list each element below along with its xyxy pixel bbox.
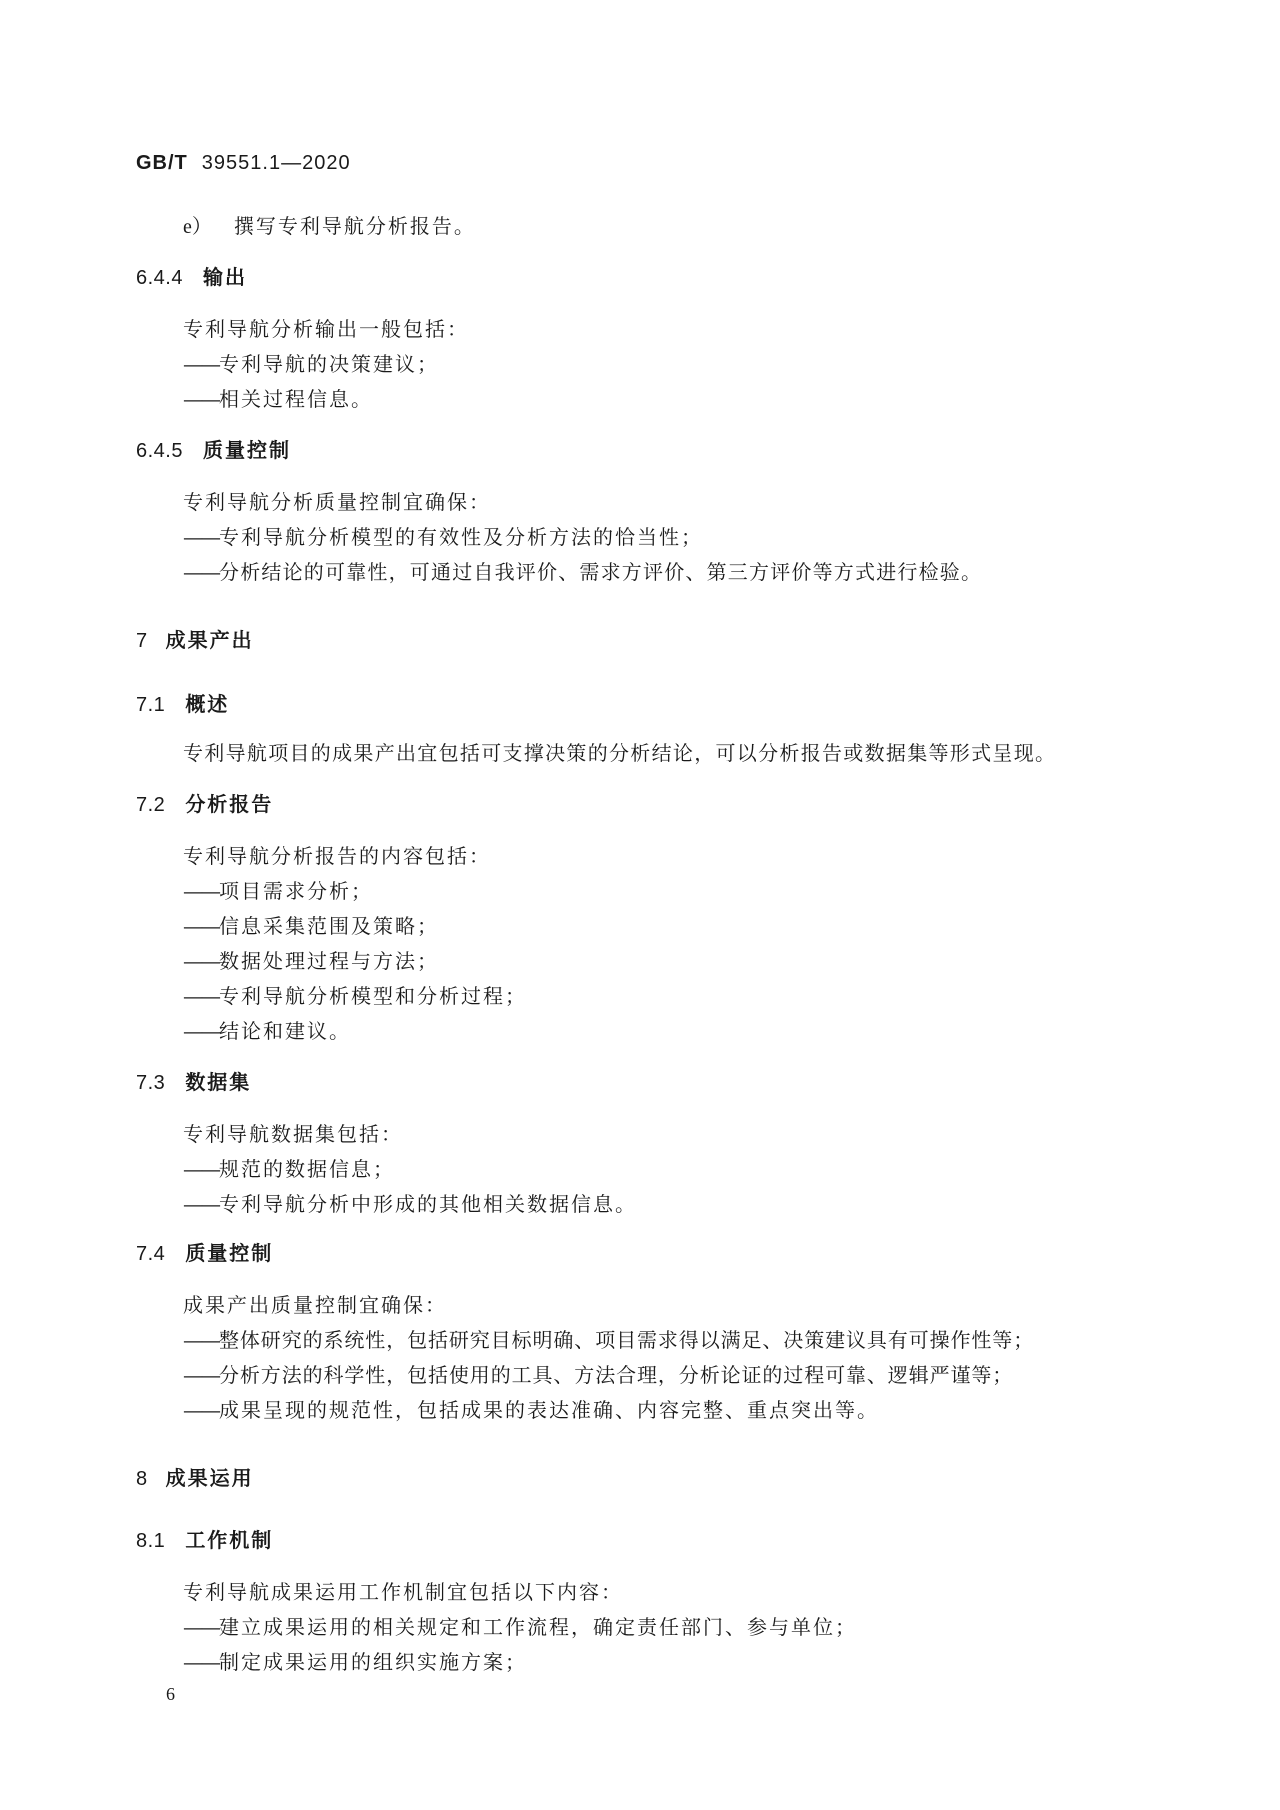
paragraph: 专利导航成果运用工作机制宜包括以下内容： [183,1580,623,1604]
section-title: 质量控制 [202,438,291,462]
section-title: 输出 [202,265,247,289]
list-item [183,1398,879,1422]
paragraph: 成果产出质量控制宜确保： [183,1293,447,1317]
section-title: 数据集 [185,1070,252,1094]
item-label: e） [183,216,212,238]
list-item [183,949,439,973]
list-item-text: 专利导航分析中形成的其他相关数据信息。 [219,1192,637,1216]
list-item [183,387,373,411]
list-item-text: 专利导航分析模型和分析过程； [219,984,527,1008]
list-item-text: 结论和建议。 [219,1019,351,1043]
dash-marker: —— [183,560,219,584]
standard-prefix: GB/T [136,152,188,174]
dash-marker: —— [183,1019,219,1043]
list-item-text: 相关过程信息。 [219,387,373,411]
list-item [183,352,439,376]
chapter-heading-8 [136,1466,254,1491]
section-title: 质量控制 [185,1241,274,1265]
dash-marker: —— [183,1398,219,1422]
list-item-text: 专利导航分析模型的有效性及分析方法的恰当性； [219,525,703,549]
section-heading-7-4 [136,1241,273,1266]
chapter-title: 成果产出 [165,628,254,652]
section-number: 7.1 [136,694,166,716]
section-number: 6.4.4 [136,267,183,289]
dash-marker: —— [183,1650,219,1674]
section-heading-6-4-5 [136,438,291,463]
dash-marker: —— [183,914,219,938]
list-item-text: 信息采集范围及策略； [219,914,439,938]
dash-marker: —— [183,1328,219,1352]
list-item [183,1650,527,1674]
section-title: 概述 [185,692,230,716]
dash-marker: —— [183,949,219,973]
paragraph: 专利导航分析质量控制宜确保： [183,490,491,514]
list-item [183,1192,637,1216]
section-number: 7.4 [136,1243,166,1265]
section-number: 6.4.5 [136,440,183,462]
list-item [183,560,982,584]
list-item-text: 分析结论的可靠性，可通过自我评价、需求方评价、第三方评价等方式进行检验。 [219,560,983,584]
chapter-title: 成果运用 [165,1466,254,1490]
list-item-text: 规范的数据信息； [219,1157,395,1181]
list-item [183,1328,1034,1352]
section-heading-7-2 [136,792,273,817]
list-item-text: 分析方法的科学性，包括使用的工具、方法合理，分析论证的过程可靠、逻辑严谨等； [219,1363,1014,1387]
chapter-number: 8 [136,1468,148,1490]
section-number: 7.2 [136,794,166,816]
dash-marker: —— [183,879,219,903]
section-heading-7-1 [136,692,229,717]
section-number: 7.3 [136,1072,166,1094]
list-item [183,879,373,903]
page-number: 6 [166,1684,175,1704]
section-title: 分析报告 [185,792,274,816]
list-item-text: 成果呈现的规范性，包括成果的表达准确、内容完整、重点突出等。 [219,1398,879,1422]
list-item [183,525,703,549]
list-item-text: 项目需求分析； [219,879,373,903]
standard-number-header [136,152,351,175]
section-heading-8-1 [136,1528,273,1553]
list-item-e [183,214,476,239]
list-item-text: 数据处理过程与方法； [219,949,439,973]
dash-marker: —— [183,1363,219,1387]
list-item [183,1615,857,1639]
list-item [183,1363,1013,1387]
paragraph: 专利导航项目的成果产出宜包括可支撑决策的分析结论，可以分析报告或数据集等形式呈现。 [183,741,1057,765]
list-item [183,984,527,1008]
list-item [183,914,439,938]
dash-marker: —— [183,1157,219,1181]
dash-marker: —— [183,525,219,549]
list-item-text: 制定成果运用的组织实施方案； [219,1650,527,1674]
dash-marker: —— [183,1192,219,1216]
dash-marker: —— [183,352,219,376]
chapter-number: 7 [136,630,148,652]
dash-marker: —— [183,984,219,1008]
dash-marker: —— [183,387,219,411]
list-item [183,1157,395,1181]
paragraph: 专利导航分析输出一般包括： [183,317,469,341]
section-heading-7-3 [136,1070,251,1095]
section-number: 8.1 [136,1530,166,1552]
dash-marker: —— [183,1615,219,1639]
paragraph: 专利导航数据集包括： [183,1122,403,1146]
item-text: 撰写专利导航分析报告。 [233,214,476,238]
section-title: 工作机制 [185,1528,274,1552]
list-item-text: 整体研究的系统性，包括研究目标明确、项目需求得以满足、决策建议具有可操作性等； [219,1328,1035,1352]
paragraph: 专利导航分析报告的内容包括： [183,844,491,868]
list-item-text: 专利导航的决策建议； [219,352,439,376]
list-item [183,1019,351,1043]
section-heading-6-4-4 [136,265,247,290]
list-item-text: 建立成果运用的相关规定和工作流程，确定责任部门、参与单位； [219,1615,857,1639]
standard-number: 39551.1—2020 [201,152,351,174]
chapter-heading-7 [136,628,254,653]
